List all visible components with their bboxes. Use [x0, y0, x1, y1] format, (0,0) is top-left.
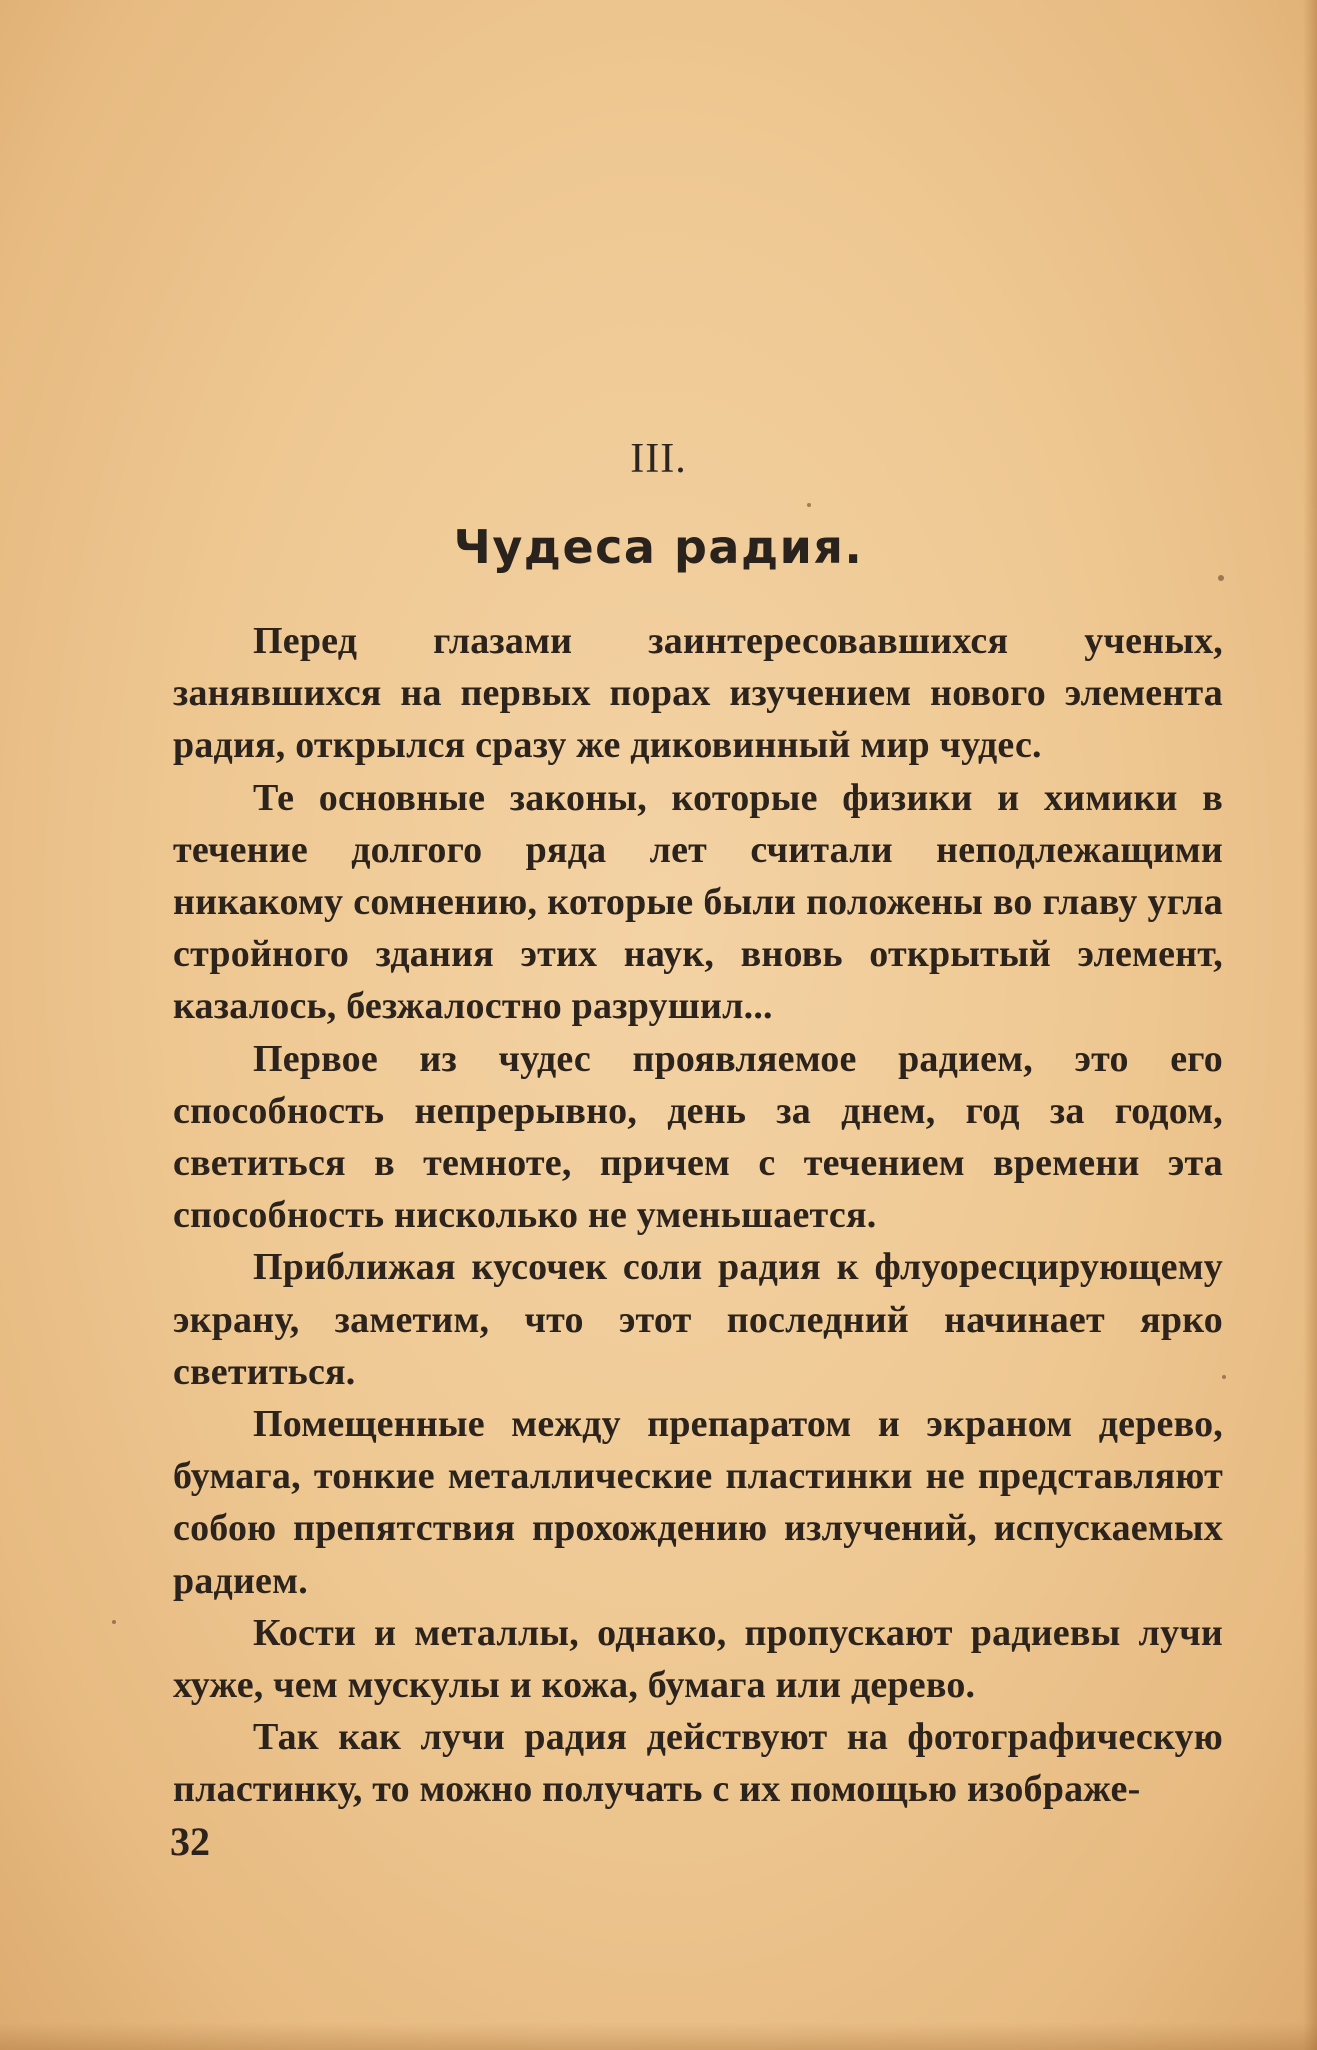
paragraph: Приближая кусочек соли радия к флуоресцирующему экрану, заметим, что этот последний начинает ярко светиться. [173, 1246, 1223, 1393]
paragraph: Перед глазами заинтересовавшихся ученых, занявшихся на первых порах изучением нового элемента радия, открылся сразу же диковинный мир чудес. [173, 620, 1223, 767]
paragraph: Кости и металлы, однако, пропускают радиевы лучи хуже, чем мускулы и кожа, бумага или дерево. [173, 1611, 1223, 1707]
ink-speck [112, 1620, 116, 1624]
chapter-title: Чудеса радия. [453, 520, 864, 574]
ink-speck [1218, 575, 1224, 581]
paragraph: Первое из чудес проявляемое радием, это его способность непрерывно, день за днем, год за годом, светиться в темноте, причем с течением времени эта способность нисколько не уменьшается. [173, 1037, 1223, 1237]
chapter-number: III. [630, 436, 687, 482]
paragraph: Те основные законы, которые физики и химики в течение долгого ряда лет считали неподлежащими никакому сомнению, которые были положены во главу угла стройного здания этих наук, вновь открытый элемент, казалось, безжалостно разрушил... [173, 776, 1223, 1028]
page-edge-shadow [1303, 0, 1317, 2050]
ink-speck [807, 503, 811, 507]
page-bottom-shadow [0, 2022, 1317, 2050]
paragraph: Помещенные между препаратом и экраном дерево, бумага, тонкие металлические пластинки не представляют собою препятствия прохождению излучений, испускаемых радием. [173, 1403, 1223, 1602]
body-text [173, 615, 1223, 1816]
page-number: 32 [170, 1819, 210, 1864]
paragraph: Так как лучи радия действуют на фотографическую пластинку, то можно получать с их помощью изображе- [173, 1716, 1223, 1811]
